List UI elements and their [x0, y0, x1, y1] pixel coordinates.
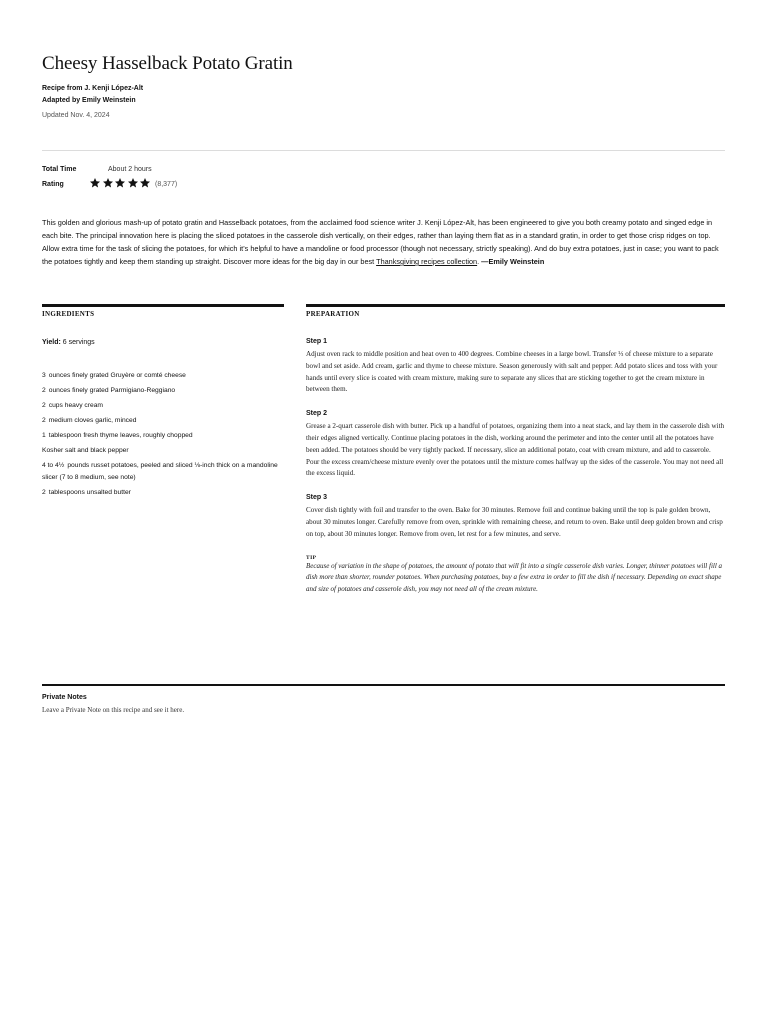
ingredient-item — [42, 487, 284, 499]
rating-label: Rating — [42, 181, 64, 188]
ingredients-rule — [42, 304, 284, 307]
step-text: Adjust oven rack to middle position and heat oven to 400 degrees. Combine cheeses in a large bowl. Transfer ⅓ of cheese mixture to a separate bowl and set aside. Add cream, garlic and thyme to cheese mixture. Season generously with salt and pepper. Add potato slices and toss with your hands until every slice is coated with cream mixture, making sure to separate any slices that are sticking together to get the cream mixture in between them. — [306, 350, 718, 394]
ingredient-quantity: 2 — [42, 387, 46, 394]
ingredient-quantity: 2 — [42, 402, 46, 409]
recipe-title: Cheesy Hasselback Potato Gratin — [42, 53, 293, 74]
byline-adapted[interactable]: Adapted by Emily Weinstein — [42, 97, 136, 104]
step-label: Step 2 — [306, 410, 328, 418]
step-2 — [306, 410, 725, 480]
ingredient-text: tablespoon fresh thyme leaves, roughly chopped — [48, 432, 193, 439]
yield-label: Yield: — [42, 339, 61, 346]
ingredient-quantity: 4 to 4½ — [42, 462, 65, 469]
star-icon[interactable] — [102, 177, 114, 189]
step-label: Step 3 — [306, 494, 328, 502]
notes-rule — [42, 684, 725, 686]
step-label: Step 1 — [306, 338, 328, 345]
ingredient-quantity: 2 — [42, 488, 46, 496]
ingredient-text: Kosher salt and black pepper — [42, 447, 129, 454]
preparation-rule — [306, 304, 725, 307]
ingredient-quantity: 1 — [42, 432, 46, 439]
preparation-heading: PREPARATION — [306, 310, 360, 318]
step-1 — [306, 338, 725, 396]
ingredient-text: ounces finely grated Gruyère or comté cheese — [48, 372, 186, 379]
thanksgiving-collection-link[interactable]: Thanksgiving recipes collection — [376, 257, 478, 266]
updated-date: Updated Nov. 4, 2024 — [42, 112, 110, 119]
yield — [42, 339, 95, 346]
rating-count[interactable]: (8,377) — [155, 181, 178, 188]
total-time-value: About 2 hours — [108, 166, 152, 173]
byline-source[interactable]: Recipe from J. Kenji López-Alt — [42, 85, 144, 92]
private-notes-label: Private Notes — [42, 694, 87, 701]
intro-text: This golden and glorious mash-up of potato gratin and Hasselback potatoes, from the acclaimed food science writer J. Kenji López-Alt, has been engineered to give you both creamy potato and singed edge in each bite. The principal innovation here is placing the sliced potatoes in the casserole dish vertically, on their edges, rather than laying them flat as in a standard gratin, in order to get those crisp ridges on top. Allow extra time for the task of slicing the potatoes, for which it’s helpful to have a mandoline or food processor (though not necessary, strictly speaking). And do buy extra potatoes, just in case; you want to pack the potatoes tightly and keep them standing up straight. Discover more ideas for the big day in our best — [42, 218, 719, 266]
tip-label: TIP — [306, 554, 317, 561]
total-time-label: Total Time — [42, 166, 77, 173]
ingredient-text: medium cloves garlic, minced — [48, 417, 137, 424]
ingredient-text: tablespoons unsalted butter — [48, 488, 131, 496]
ingredient-quantity: 2 — [42, 417, 46, 424]
intro-signature: —Emily Weinstein — [481, 257, 545, 266]
ingredient-item — [42, 415, 284, 427]
rating-stars[interactable] — [89, 177, 152, 189]
ingredient-item — [42, 400, 284, 412]
star-icon[interactable] — [139, 177, 151, 189]
ingredient-item — [42, 385, 284, 397]
ingredient-item — [42, 460, 284, 483]
tip-text: Because of variation in the shape of potatoes, the amount of potato that will fit into a single casserole dish varies. Longer, thinner potatoes will fill a dish more than shorter, rounder potatoes. When purchasing potatoes, buy a few extra in order to fill the dish if necessary. Depending on exact shape and size of potatoes and casserole dish, you may not need all of the cream mixture. — [306, 561, 723, 594]
yield-value: 6 servings — [62, 339, 95, 346]
ingredient-item — [42, 430, 284, 442]
header-divider — [42, 150, 725, 151]
step-text: Grease a 2-quart casserole dish with butter. Pick up a handful of potatoes, organizing them into a neat stack, and lay them in the casserole dish with their edges aligned vertically. Continue placing potatoes in the dish, working around the perimeter and into the center until all the potatoes have been added. The potatoes should be very tightly packed. If necessary, slice an additional potato, coat with cream mixture, and add to casserole. Pour the excess cream/cheese mixture evenly over the potatoes until the mixture comes halfway up the sides of the casserole. You may not need all the excess liquid. — [306, 422, 725, 478]
private-notes-text: Leave a Private Note on this recipe and see it here. — [42, 706, 185, 714]
ingredient-list — [42, 370, 284, 502]
ingredients-heading: INGREDIENTS — [42, 310, 95, 318]
ingredient-item — [42, 445, 284, 457]
recipe-intro — [42, 216, 725, 268]
ingredient-item — [42, 370, 284, 382]
preparation-steps — [306, 338, 725, 596]
intro-after-link: . — [477, 257, 482, 266]
star-icon[interactable] — [89, 177, 101, 189]
ingredient-text: cups heavy cream — [48, 402, 104, 409]
ingredient-text: pounds russet potatoes, peeled and sliced ⅛-inch thick on a mandoline slicer (7 to 8 medium, see note) — [42, 462, 278, 481]
step-3 — [306, 494, 725, 540]
step-text: Cover dish tightly with foil and transfer to the oven. Bake for 30 minutes. Remove foil and continue baking until the top is pale golden brown, about 30 minutes longer. Carefully remove from oven, sprinkle with remaining cheese, and return to oven. Bake until deep golden brown and crisp on top, about 30 minutes longer. Remove from oven, let rest for a few minutes, and serve. — [306, 506, 723, 538]
star-icon[interactable] — [114, 177, 126, 189]
ingredient-quantity: 3 — [42, 372, 46, 379]
ingredient-text: ounces finely grated Parmigiano-Reggiano — [48, 387, 176, 394]
star-icon[interactable] — [127, 177, 139, 189]
